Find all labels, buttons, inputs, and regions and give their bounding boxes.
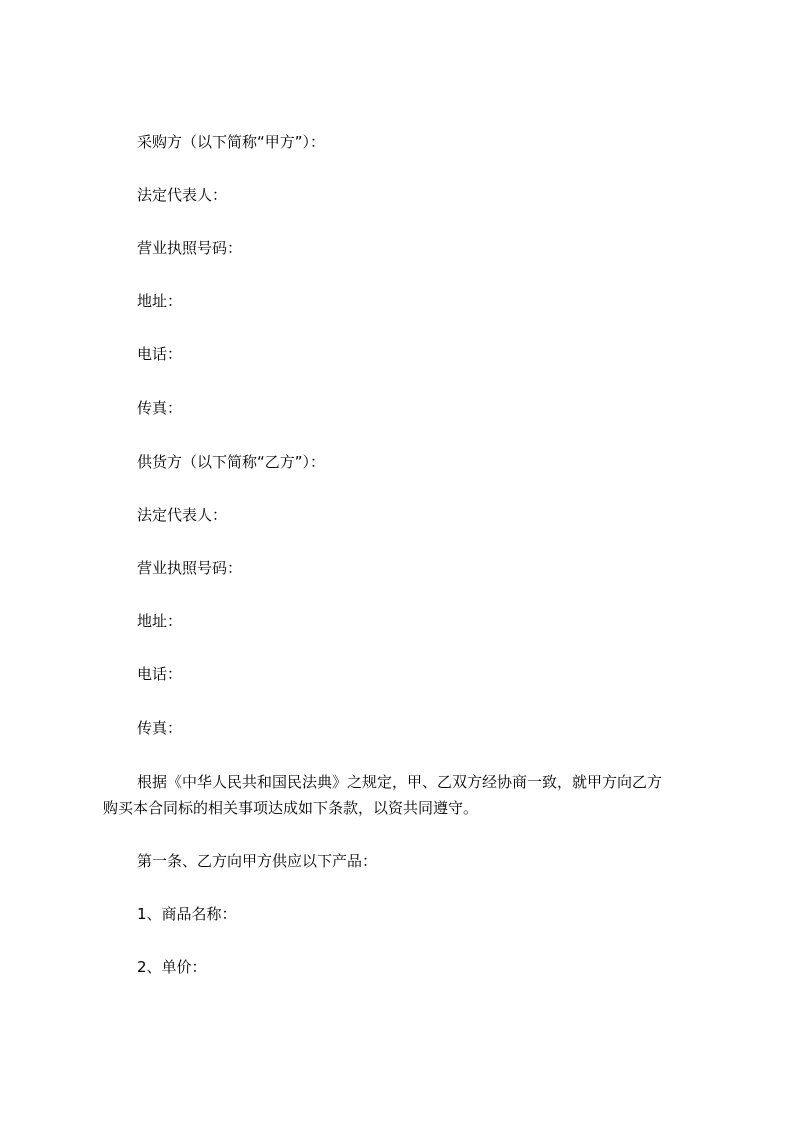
supplier-heading: 供货方（以下简称“乙方”）：: [137, 453, 326, 471]
article-1-title: 第一条、乙方向甲方供应以下产品：: [137, 852, 378, 870]
preamble-line-2: 购买本合同标的相关事项达成如下条款，以资共同遵守。: [103, 799, 479, 817]
supplier-fax-label: 传真：: [137, 719, 183, 737]
buyer-license-label: 营业执照号码：: [137, 239, 243, 257]
supplier-address-label: 地址：: [137, 612, 183, 630]
article-1-item-2: 2、单价：: [137, 958, 207, 976]
buyer-legal-rep-label: 法定代表人：: [137, 186, 228, 204]
preamble-line-1: 根据《中华人民共和国民法典》之规定，甲、乙双方经协商一致，就甲方向乙方: [137, 773, 663, 791]
buyer-heading: 采购方（以下简称“甲方”）：: [137, 133, 326, 151]
preamble-paragraph: [103, 769, 723, 821]
buyer-address-label: 地址：: [137, 292, 183, 310]
article-1-item-1: 1、商品名称：: [137, 905, 237, 923]
buyer-phone-label: 电话：: [137, 345, 183, 363]
supplier-phone-label: 电话：: [137, 665, 183, 683]
supplier-legal-rep-label: 法定代表人：: [137, 506, 228, 524]
buyer-fax-label: 传真：: [137, 399, 183, 417]
supplier-license-label: 营业执照号码：: [137, 559, 243, 577]
